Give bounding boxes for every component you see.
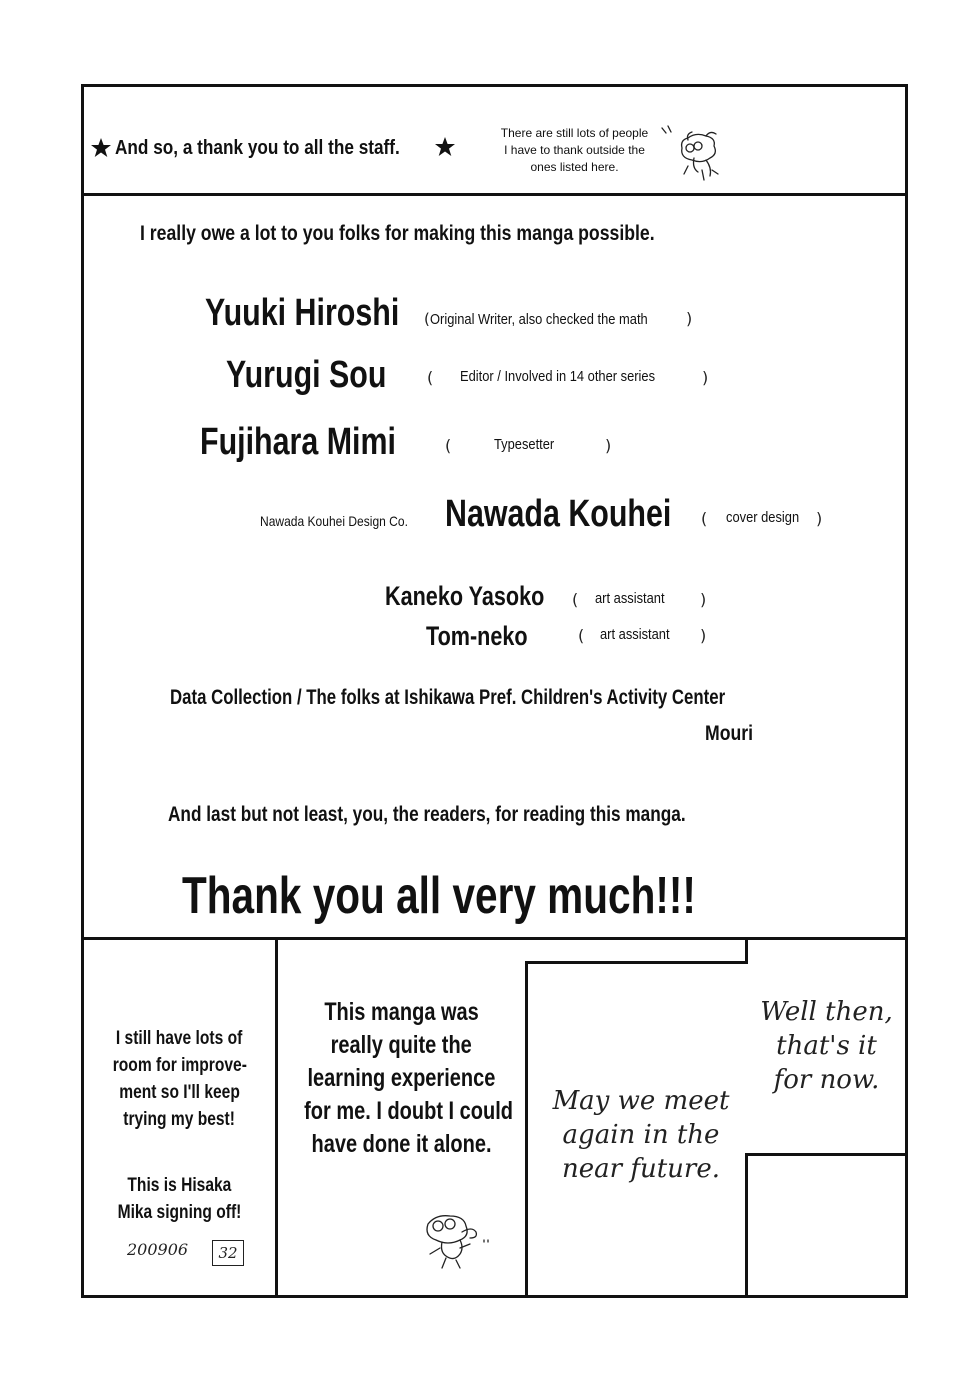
signature-date-box: 32 [212,1240,244,1266]
divider-col-2 [525,962,528,1297]
right-panel-b-line: Well then, [760,997,893,1027]
middle-panel-text [278,996,525,1161]
right-panel-text-a [530,1084,752,1186]
divider-header [81,193,908,196]
divider-col-3b-h [745,1153,907,1156]
middle-panel-line: for me. I doubt I could [304,1097,513,1125]
right-panel-a-line: May we meet [552,1086,730,1116]
credit-name: Nawada Kouhei [445,493,672,535]
paren-open: ( [427,368,434,387]
divider-col-3a [745,937,748,964]
header-title: And so, a thank you to all the staff. [115,137,400,159]
divider-col-3a-h [525,961,748,964]
credit-role: art assistant [600,626,670,643]
paren-open: ( [445,436,452,455]
middle-panel-line: have done it alone. [311,1130,492,1158]
star-icon [434,136,456,158]
credit-role: cover design [726,509,800,526]
header-note-line: I have to thank outside the [504,143,645,157]
paren-close: ) [816,509,823,528]
credit-name: Yuuki Hiroshi [205,292,400,334]
middle-panel-line: learning experience [307,1064,496,1092]
signature-date: 200906 [127,1240,189,1259]
left-panel-line: ment so I'll keep [119,1082,240,1103]
header-note [497,125,652,176]
right-panel-b-line: that's it [776,1031,877,1061]
frame-bottom [81,1295,908,1298]
header-note-line: ones listed here. [530,160,619,174]
paren-close: ) [605,436,612,455]
credit-role: Editor / Involved in 14 other series [460,368,656,385]
right-panel-text-b [748,995,905,1097]
paren-open: ( [701,509,708,528]
readers-text: And last but not least, you, the readers, for reading this manga. [168,803,686,826]
data-collection-name: Mouri [705,722,754,745]
credit-role: art assistant [595,590,665,607]
header-note-line: There are still lots of people [500,126,649,140]
credit-prefix: Nawada Kouhei Design Co. [260,513,408,529]
star-icon [90,137,112,159]
signoff-text [84,1172,275,1226]
paren-open: ( [578,626,585,645]
data-collection-text: Data Collection / The folks at Ishikawa Pref. Children's Activity Center [170,686,726,709]
right-panel-a-line: again in the [562,1120,720,1150]
paren-open: ( [572,590,579,609]
frame-right [905,84,908,1298]
credit-name: Yurugi Sou [226,354,387,396]
left-panel-text [84,1025,275,1133]
middle-panel-line: This manga was [324,998,479,1026]
mascot-sketch-icon [420,1208,496,1274]
credit-name: Kaneko Yasoko [385,581,545,611]
credit-name: Fujihara Mimi [200,421,396,463]
intro-text: I really owe a lot to you folks for making this manga possible. [140,222,655,245]
paren-close: ) [700,590,707,609]
signoff-line: This is Hisaka [127,1175,232,1196]
left-panel-line: trying my best! [123,1109,236,1130]
paren-close: ) [700,626,707,645]
mascot-sketch-icon [658,124,724,186]
right-panel-a-line: near future. [562,1154,720,1184]
left-panel-line: I still have lots of [116,1028,243,1049]
signoff-line: Mika signing off! [117,1202,242,1223]
frame-top [81,84,908,87]
credit-role: Typesetter [494,436,555,453]
divider-bottom-row [81,937,908,940]
credit-name: Tom-neko [426,621,528,651]
middle-panel-line: really quite the [330,1031,473,1059]
thanks-heading: Thank you all very much!!! [182,867,696,925]
paren-close: ) [686,309,693,328]
right-panel-b-line: for now. [773,1065,880,1095]
paren-close: ) [702,368,709,387]
credit-role: (Original Writer, also checked the math [424,310,648,328]
left-panel-line: room for improve- [112,1055,247,1076]
